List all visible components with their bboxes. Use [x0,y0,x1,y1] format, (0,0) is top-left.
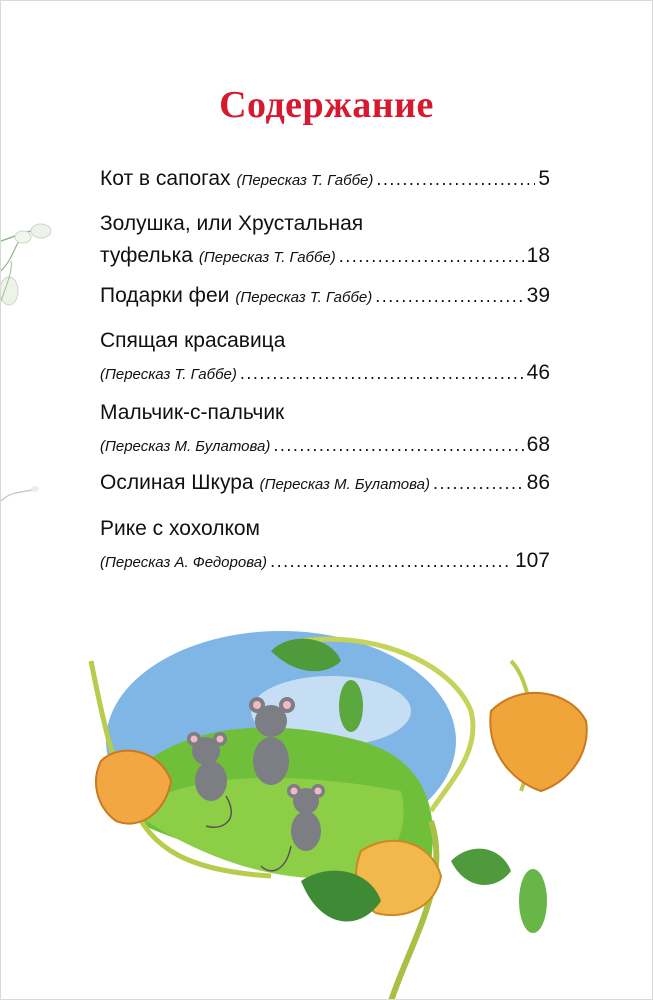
toc-entry [100,513,550,577]
toc-entry [100,280,550,312]
entry-note: (Пересказ Т. Габбе) [236,172,374,189]
entry-note: (Пересказ Т. Габбе) [100,366,237,383]
entry-title: Мальчик-с-пальчик [100,401,285,424]
entry-page: 86 [526,471,550,494]
entry-title: Кот в сапогах [100,167,231,190]
entry-title: Спящая красавица [100,329,286,352]
toc-entry [100,397,550,461]
toc-entry [100,467,550,499]
leader-dots [273,429,523,461]
entry-page: 39 [526,284,550,307]
leader-dots [433,467,524,499]
mice-illustration [71,621,631,1000]
entry-title: Рике с хохолком [100,517,260,540]
toc-entry [100,163,550,195]
leader-dots [376,163,535,195]
entry-title: Ослиная Шкура [100,471,254,494]
leader-dots [339,240,524,272]
entry-note: (Пересказ М. Булатова) [259,476,430,493]
sprig-decoration-icon [1,471,46,521]
entry-note: (Пересказ А. Федорова) [100,554,268,571]
entry-page: 18 [526,244,550,267]
leader-dots [270,545,512,577]
page-title: Содержание [219,84,434,126]
toc-entry [100,325,550,389]
entry-note: (Пересказ Т. Габбе) [198,249,336,266]
entry-page: 107 [514,549,550,572]
entry-page: 68 [526,433,550,456]
leader-dots [375,280,523,312]
entry-page: 5 [538,167,550,190]
flower-decoration-icon [1,201,61,321]
entry-page: 46 [526,361,550,384]
entry-note: (Пересказ М. Булатова) [100,438,271,455]
toc-entry [100,208,550,272]
entry-title: Подарки феи [100,284,230,307]
leader-dots [240,357,524,389]
entry-note: (Пересказ Т. Габбе) [235,289,373,306]
entry-title-continued: туфелька [100,244,193,267]
entry-title: Золушка, или Хрустальная [100,212,364,235]
